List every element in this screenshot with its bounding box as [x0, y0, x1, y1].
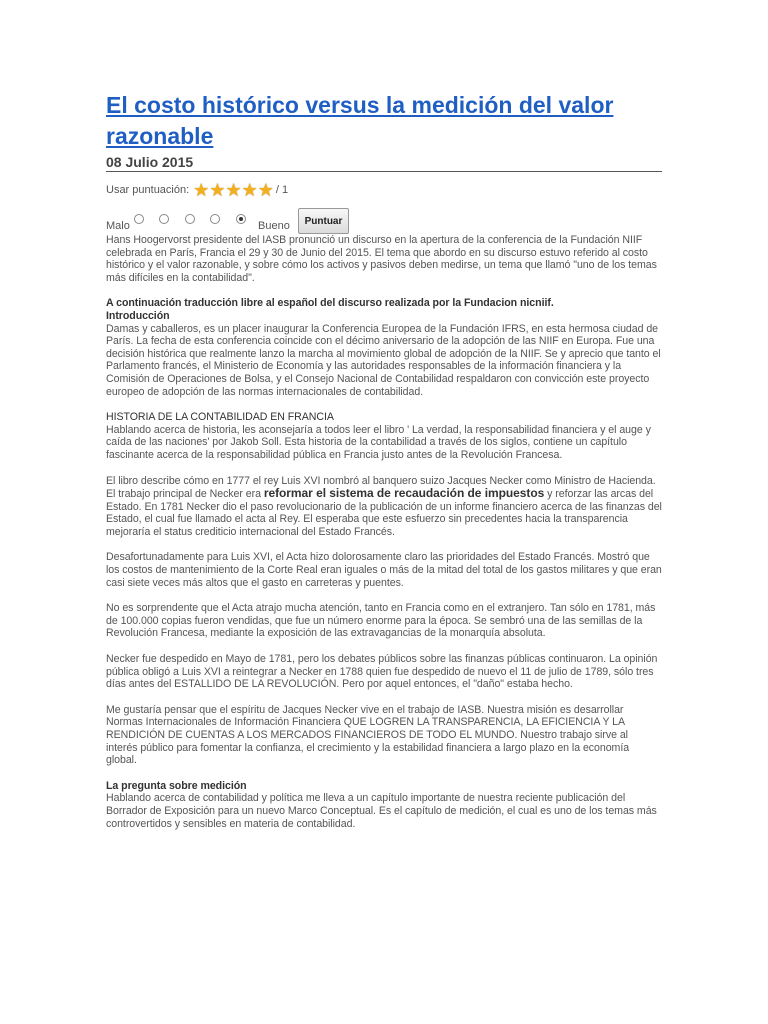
- paragraph-text: El libro describe cómo en 1777 el rey Luis XVI nombró al banquero suizo Jacques Necker como Ministro de Hacienda. El trabajo principal de Necker era: [106, 474, 656, 501]
- vote-form: [106, 200, 662, 232]
- paragraph-mission: Me gustaría pensar que el espíritu de Jacques Necker vive en el trabajo de IASB. Nuestra misión es desarrollar Normas Internacionales de Información Financiera QUE LOGREN LA TRANSPARENCIA, LA EFICIENCIA Y LA RENDICIÓN DE CUENTAS A LOS MERCADOS FINANCIEROS DE TODO EL MUNDO. Nuestro trabajo sirve al interés público para fomentar la confianza, el crecimiento y la estabilidad financiera a largo plazo en la economía global.: [106, 703, 630, 767]
- rating-label: Usar puntuación:: [106, 184, 190, 196]
- paragraph-text: Hablando acerca de contabilidad y política me lleva a un capítulo importante de nuestra reciente publicación del Borrador de Exposición para un nuevo Marco Conceptual. Es el capítulo de medición, el cual es uno de los temas más controvertidos y sensibles en materia de contabilidad.: [106, 792, 657, 830]
- translation-heading: A continuación traducción libre al español del discurso realizada por la Fundacion nicniif.: [106, 297, 554, 310]
- article-date: 08 Julio 2015: [106, 154, 662, 172]
- vote-low-label: Malo: [106, 220, 130, 232]
- paragraph-intro: Hans Hoogervorst presidente del IASB pronunció un discurso en la apertura de la conferencia de la Fundación NIIF celebrada en París, Francia el 29 y 30 de Junio del 2015. El tema que abordo en su discurso estuvo referido al costo histórico y el valor razonable, y sobre cómo los activos y pasivos deben medirse, un tema que llamó "uno de los temas más difíciles en la contabilidad".: [106, 234, 657, 284]
- paragraph-text: Hablando acerca de historia, les aconsejaría a todos leer el libro ' La verdad, la responsabilidad financiera y el auge y caída de las naciones' por Jakob Soll. Esta historia de la contabilidad a través de los siglos, contiene un capítulo fascinante acerca de la responsabilidad pública en Francia justo antes de la Revolución Francesa.: [106, 423, 651, 461]
- vote-radio-5[interactable]: [236, 214, 246, 224]
- paragraph-translation: [106, 297, 662, 398]
- article-body: [106, 234, 662, 830]
- rating-stars: [193, 182, 274, 198]
- history-heading: HISTORIA DE LA CONTABILIDAD EN FRANCIA: [106, 411, 334, 424]
- intro-heading: Introducción: [106, 309, 170, 322]
- star-icon: ★: [193, 180, 210, 200]
- paragraph-measurement: [106, 780, 662, 830]
- star-icon: ★: [225, 180, 242, 200]
- paragraph-dismissal: Necker fue despedido en Mayo de 1781, pero los debates públicos sobre las finanzas públicas continuaron. La opinión pública obligó a Luis XVI a reintegrar a Necker en 1788 quien fue despedido de nuevo el 11 de julio de 1789, sólo tres días antes del ESTALLIDO DE LA REVOLUCIÓN. Pero por aquel entonces, el "daño" estaba hecho.: [106, 653, 658, 691]
- paragraph-text: Damas y caballeros, es un placer inaugurar la Conferencia Europea de la Fundación IFRS, en esta hermosa ciudad de París. La fecha de esta conferencia coincide con el décimo aniversario de la adopción de las NIIF en Europa. Fue una decisión histórica que realmente lanzo la marcha al movimiento global de adopción de la NIIF. Se y aprecio que tanto el Parlamento francés, el Ministerio de Economía y las autoridades responsables de la información financiera y la Comisión de Operaciones de Bolsa, y el Consejo Nacional de Contabilidad respaldaron con convicción este proyecto europeo de adopción de las normas internacionales de contabilidad.: [106, 322, 661, 398]
- article-title-link[interactable]: El costo histórico versus la medición del valor razonable: [106, 92, 614, 149]
- paragraph-history: [106, 411, 662, 461]
- vote-radio-2[interactable]: [159, 214, 169, 224]
- vote-radio-3[interactable]: [185, 214, 195, 224]
- vote-radio-4[interactable]: [210, 214, 220, 224]
- vote-radio-1[interactable]: [134, 214, 144, 224]
- star-icon: ★: [209, 180, 226, 200]
- paragraph-copies: No es sorprendente que el Acta atrajo mucha atención, tanto en Francia como en el extranjero. Tan sólo en 1781, más de 100.000 copias fueron vendidas, que fue un número enorme para la época. Se sembró una de las semillas de la Revolución Francesa, mediante la exposición de las extravagancias de la monarquía absoluta.: [106, 602, 656, 640]
- rating-count: / 1: [275, 184, 289, 196]
- paragraph-text: y reforzar las arcas del Estado. En 1781 Necker dio el paso revolucionario de la publicación de un informe financiero acerca de las finanzas del Estado, el cual fue llamado el acta al Rey. El esperaba que este esfuerzo sin precedentes hacia la transparencia mejoraría el status crediticio internacional del Estado Francés.: [106, 488, 662, 538]
- article: [106, 90, 662, 843]
- paragraph-necker: [106, 475, 662, 539]
- vote-submit-button[interactable]: Puntuar: [298, 208, 349, 234]
- star-icon: ★: [257, 180, 274, 200]
- measurement-heading: La pregunta sobre medición: [106, 779, 247, 792]
- rating-summary: [106, 182, 662, 198]
- star-icon: ★: [241, 180, 258, 200]
- paragraph-acta: Desafortunadamente para Luis XVI, el Acta hizo dolorosamente claro las prioridades del Estado Francés. Mostró que los costos de mantenimiento de la Corte Real eran iguales o más de la mitad del total de los gastos militares y que eran casi siete veces más altos que el gasto en carreteras y puentes.: [106, 551, 662, 589]
- emphasis-text: reformar el sistema de recaudación de impuestos: [263, 486, 545, 501]
- vote-high-label: Bueno: [258, 220, 290, 232]
